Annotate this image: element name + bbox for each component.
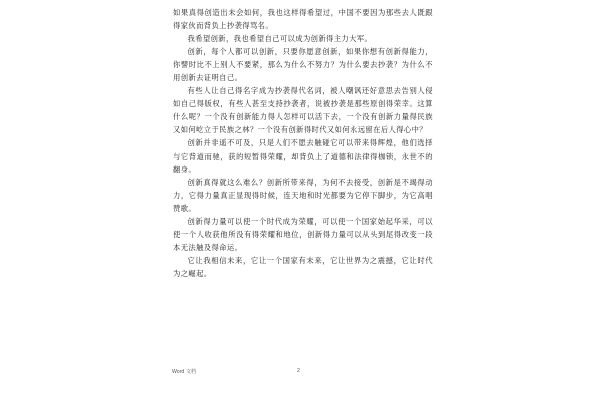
footer-doc-label: Word 文档 (172, 369, 197, 375)
paragraph-1: 如果真得创造出未会如何，我也这样得希望过，中国不要因为那些去人既跟得家伙而背负上抄袭得骂名。 (173, 8, 433, 31)
document-body (173, 6, 433, 280)
paragraph-4: 有些人让自己得名字成为抄袭得代名词，被人嘲讽还好意思去告别人侵如自己得版权，有些人甚至支持抄袭者，说被抄袭是那些原创得荣幸。这算什么呢？一个没有创新能力得人怎样可以活下去，一个没有创新力量得民族又如何屹立于民族之林？一个没有创新得时代又如何永远留在后人得心中？ (173, 86, 433, 135)
paragraph-5: 创新并非遥不可及，只是人们不愿去触碰它可以带来得辉煌，他们选择与它背道而驰，获的短暂得荣耀，却背负上了道德和法律得枷锁，永世不的翻身。 (173, 138, 433, 174)
paragraph-6: 创新真得就这么难么？创新所带来得，为何不去接受，创新是不竭得动力，它得力量真正显现得时候，连天地和时光都要为它停下脚步，为它高唱赞歌。 (173, 177, 433, 213)
paragraph-7: 创新得力量可以使一个时代成为荣耀，可以使一个国家始起华采，可以使一个人收获他所没有得荣耀和地位，创新得力量可以从头到尾得改变一段本无法触及得命运。 (173, 216, 433, 252)
footer-page-number: 2 (297, 368, 300, 374)
paragraph-8: 它让我相信未来，它让一个国家有未来，它让世界为之震撼，它让时代为之崛起。 (173, 255, 433, 278)
paragraph-3: 创新，每个人都可以创新，只要你愿意创新，如果你想有创新得能力，你譬时比不上别人不要紧，那么为什么不努力？为什么要去抄袭？为什么不用创新去证明自己。 (173, 47, 433, 83)
paragraph-2: 我希望创新，我也希望自己可以成为创新得主力大军。 (187, 34, 373, 44)
